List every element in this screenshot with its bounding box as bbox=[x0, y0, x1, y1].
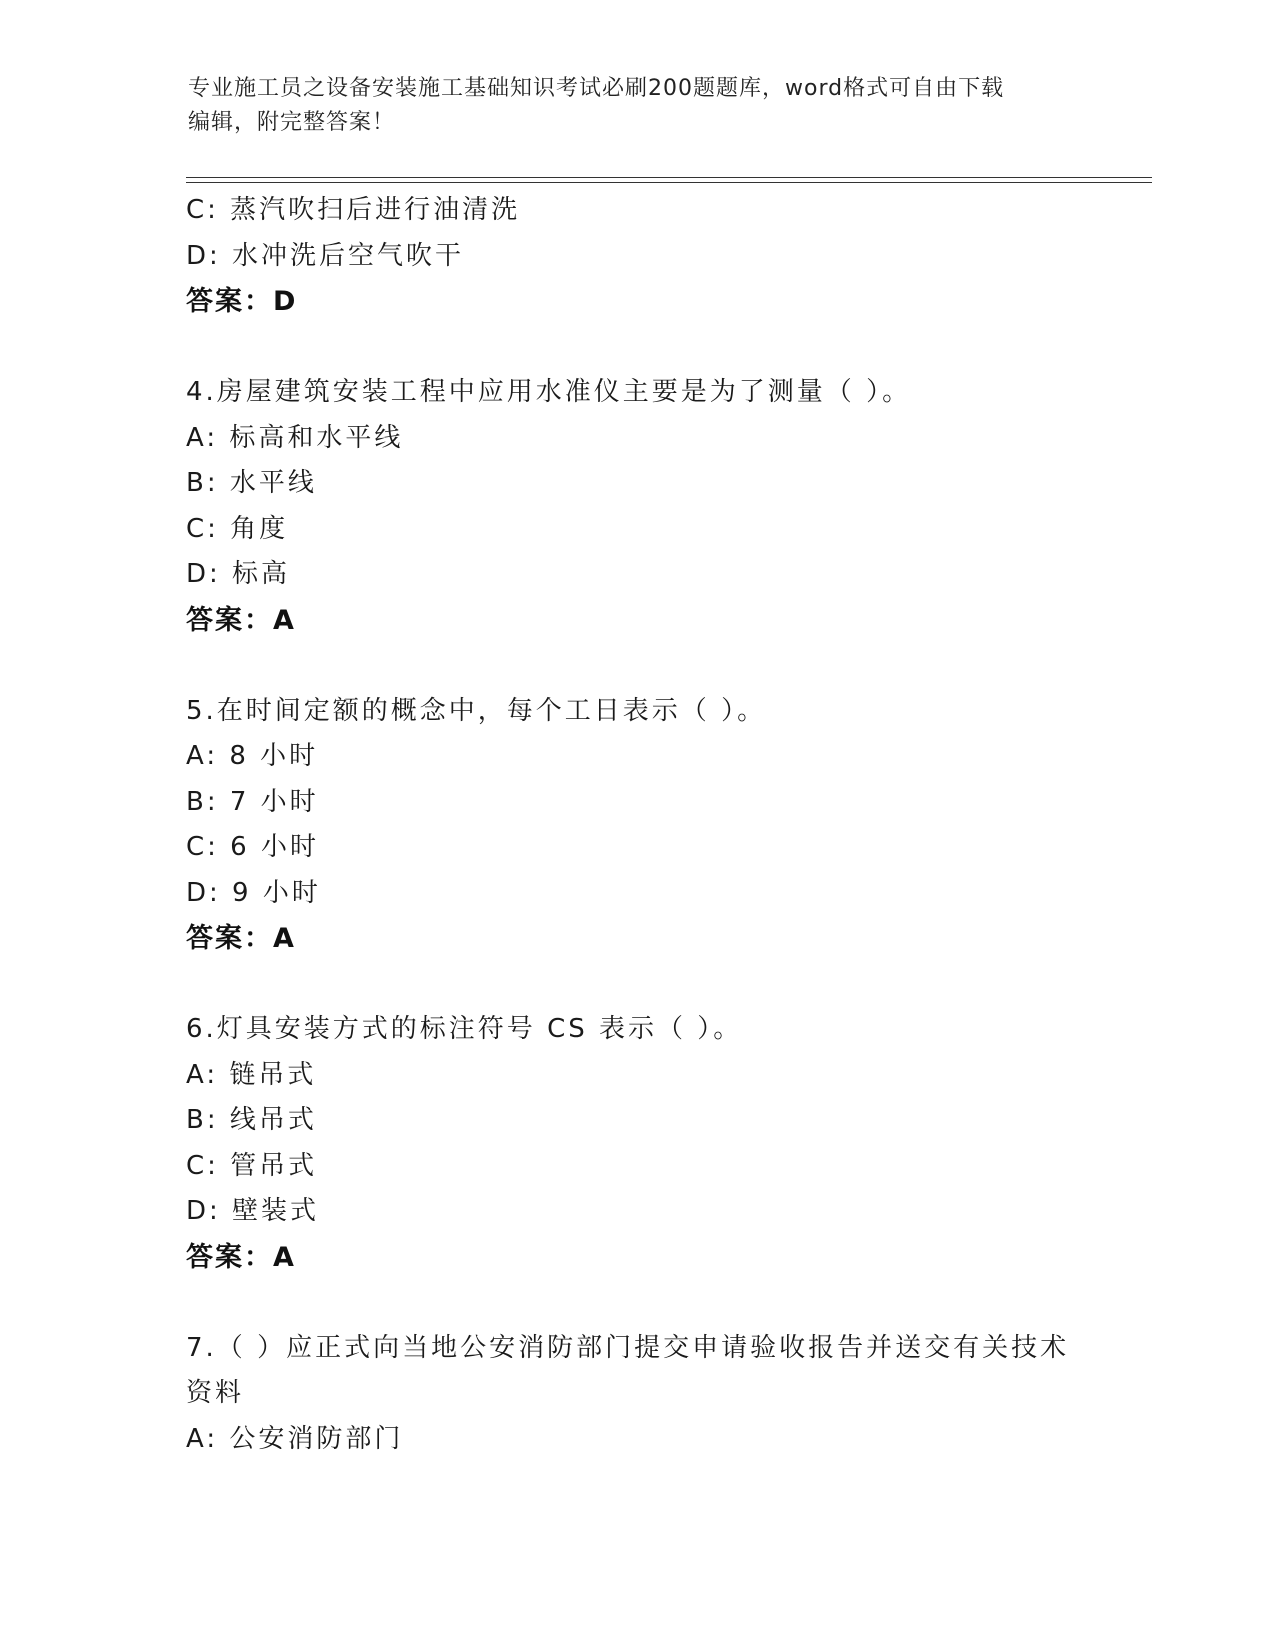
answer-option: A: 8 小时 bbox=[186, 741, 319, 771]
question-list bbox=[186, 188, 1086, 1462]
header-divider-top bbox=[186, 177, 1152, 178]
header-title-line-1: 专业施工员之设备安装施工基础知识考试必刷200题题库，word格式可自由下载 bbox=[188, 76, 1005, 101]
question-spacer bbox=[186, 325, 1086, 371]
answer-line: 答案：A bbox=[186, 1241, 296, 1273]
answer-option: D: 水冲洗后空气吹干 bbox=[186, 240, 465, 271]
answer-line: 答案：A bbox=[186, 923, 296, 954]
answer-option: D: 标高 bbox=[186, 559, 291, 589]
answer-option: D: 壁装式 bbox=[186, 1196, 320, 1226]
question-stem: 5.在时间定额的概念中，每个工日表示（ ）。 bbox=[186, 695, 767, 726]
document-header bbox=[188, 72, 1088, 140]
question-spacer bbox=[186, 962, 1086, 1008]
question-spacer bbox=[186, 1280, 1086, 1326]
answer-option: A: 公安消防部门 bbox=[186, 1423, 404, 1454]
answer-line: 答案：D bbox=[186, 286, 298, 317]
question-spacer bbox=[186, 643, 1086, 689]
header-title-line-2: 编辑，附完整答案！ bbox=[188, 110, 396, 135]
header-divider-bottom bbox=[186, 182, 1152, 183]
answer-option: A: 链吊式 bbox=[186, 1059, 317, 1090]
answer-option: A: 标高和水平线 bbox=[186, 422, 404, 453]
answer-option: B: 7 小时 bbox=[186, 786, 319, 817]
answer-line: 答案：A bbox=[186, 604, 296, 636]
answer-option: C: 角度 bbox=[186, 513, 289, 544]
answer-option: B: 线吊式 bbox=[186, 1105, 317, 1135]
answer-option: B: 水平线 bbox=[186, 468, 317, 498]
answer-option: C: 蒸汽吹扫后进行油清洗 bbox=[186, 195, 521, 225]
question-stem: 7.（ ）应正式向当地公安消防部门提交申请验收报告并送交有关技术资料 bbox=[186, 1332, 1070, 1408]
answer-option: C: 管吊式 bbox=[186, 1150, 318, 1181]
question-stem: 6.灯具安装方式的标注符号 CS 表示（ ）。 bbox=[186, 1014, 743, 1044]
answer-option: C: 6 小时 bbox=[186, 832, 319, 862]
question-stem: 4.房屋建筑安装工程中应用水准仪主要是为了测量（ ）。 bbox=[186, 377, 912, 407]
answer-option: D: 9 小时 bbox=[186, 877, 321, 908]
